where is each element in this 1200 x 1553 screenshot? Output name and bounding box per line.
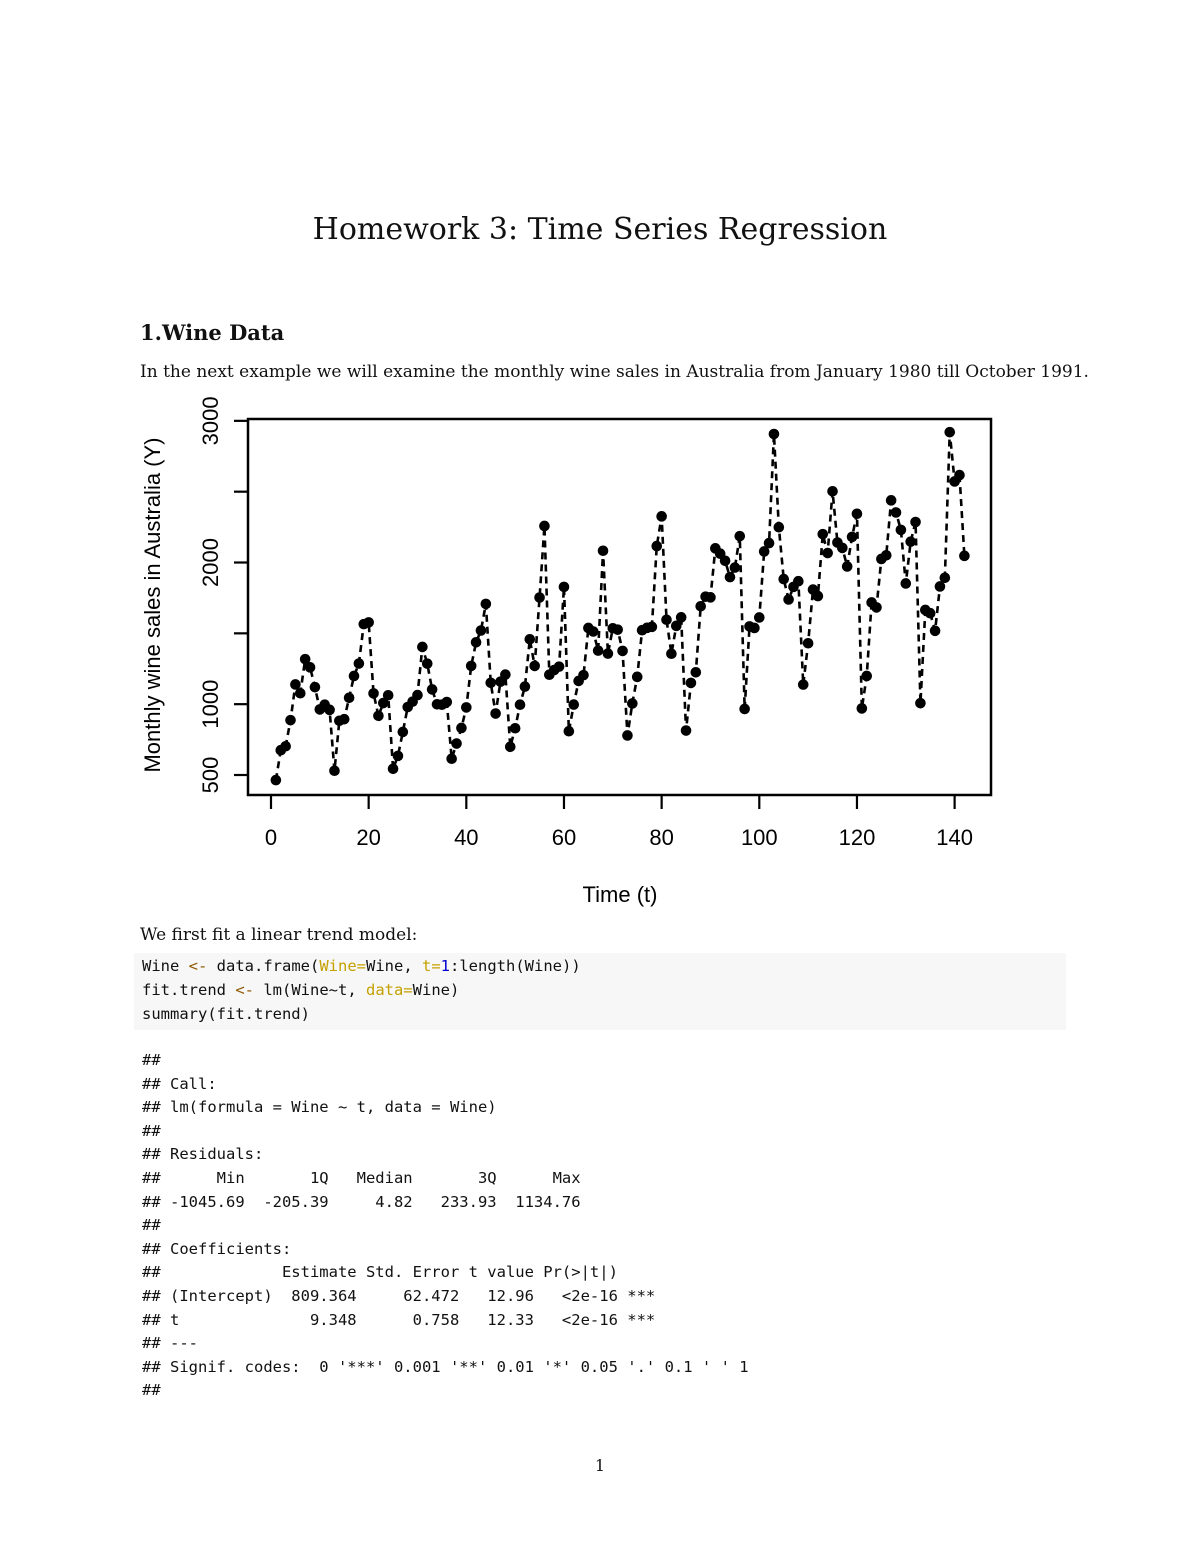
data-point: [568, 699, 579, 710]
data-point: [940, 573, 951, 584]
data-point: [647, 622, 658, 633]
code-line-1: Wine <- data.frame(Wine=Wine, t=1:length(Wine)): [142, 957, 581, 975]
data-point: [881, 550, 892, 561]
data-point: [798, 679, 809, 690]
data-point: [905, 536, 916, 547]
data-point: [559, 582, 570, 593]
data-point: [466, 661, 477, 672]
data-point: [422, 658, 433, 669]
output-line: ## Min 1Q Median 3Q Max: [142, 1168, 581, 1187]
section-title: Wine Data: [161, 320, 285, 345]
output-line: ## t 9.348 0.758 12.33 <2e-16 ***: [142, 1310, 656, 1329]
data-point: [857, 703, 868, 714]
x-tick-label: 140: [936, 825, 973, 850]
output-line: ## ---: [142, 1334, 198, 1353]
data-point: [622, 730, 633, 741]
data-point: [398, 727, 409, 738]
data-point: [485, 677, 496, 688]
data-point: [915, 698, 926, 709]
y-tick-label: 1000: [198, 679, 223, 729]
data-point: [691, 667, 702, 678]
data-point: [656, 511, 667, 522]
data-point: [271, 775, 282, 786]
data-point: [739, 704, 750, 715]
data-point: [295, 688, 306, 699]
data-point: [886, 495, 897, 506]
intro-paragraph: In the next example we will examine the monthly wine sales in Australia from January 1980 till October 1991.: [140, 362, 1089, 382]
data-point: [720, 556, 731, 567]
data-point: [373, 710, 384, 721]
data-point: [324, 705, 335, 716]
data-point: [451, 738, 462, 749]
data-point: [598, 545, 609, 556]
data-point: [520, 681, 531, 692]
data-point: [617, 646, 628, 657]
x-tick-label: 0: [264, 825, 278, 850]
data-point: [388, 763, 399, 774]
data-point: [632, 672, 643, 683]
data-point: [339, 714, 350, 725]
series-points: [271, 427, 970, 786]
data-point: [305, 662, 316, 673]
data-point: [730, 562, 741, 573]
data-point: [891, 507, 902, 518]
data-point: [383, 690, 394, 701]
output-line: ##: [142, 1216, 161, 1235]
code-block: [134, 953, 1066, 1030]
data-point: [441, 697, 452, 708]
x-tick-label: 40: [454, 825, 479, 850]
data-point: [310, 682, 321, 693]
data-point: [578, 670, 589, 681]
data-point: [822, 548, 833, 559]
data-point: [842, 561, 853, 572]
data-point: [900, 578, 911, 589]
data-point: [344, 692, 355, 703]
data-point: [954, 470, 965, 481]
page-title: Homework 3: Time Series Regression: [312, 212, 888, 247]
x-tick-label: 120: [838, 825, 876, 850]
data-point: [803, 638, 814, 649]
data-point: [515, 699, 526, 710]
data-point: [666, 648, 677, 659]
data-point: [827, 486, 838, 497]
data-point: [461, 702, 472, 713]
code-line-2: fit.trend <- lm(Wine~t, data=Wine): [142, 981, 460, 999]
output-line: ##: [142, 1051, 161, 1069]
wine-sales-chart: [130, 390, 1010, 915]
data-point: [861, 671, 872, 682]
data-point: [500, 669, 511, 680]
data-point: [612, 624, 623, 635]
data-point: [368, 688, 379, 699]
data-point: [695, 601, 706, 612]
data-point: [925, 608, 936, 619]
output-line: ## (Intercept) 809.364 62.472 12.96 <2e-16 ***: [142, 1286, 656, 1305]
data-point: [676, 612, 687, 623]
section-number: 1.: [140, 320, 162, 345]
data-point: [349, 671, 360, 682]
data-point: [749, 623, 760, 634]
x-axis: [265, 795, 973, 850]
data-point: [896, 525, 907, 536]
output-line: ## Residuals:: [142, 1145, 264, 1164]
output-line: ## Call:: [142, 1074, 217, 1093]
code-line-3: summary(fit.trend): [142, 1005, 310, 1023]
data-point: [446, 753, 457, 764]
data-point: [852, 508, 863, 519]
page-number: 1: [594, 1456, 606, 1475]
data-point: [285, 715, 296, 726]
data-point: [754, 612, 765, 623]
series-line: [276, 432, 965, 780]
data-point: [280, 741, 291, 752]
x-tick-label: 20: [356, 825, 381, 850]
data-point: [910, 517, 921, 528]
paragraph-linear-trend: We first fit a linear trend model:: [140, 925, 418, 945]
data-point: [681, 725, 692, 736]
x-tick-label: 80: [649, 825, 674, 850]
data-point: [734, 531, 745, 542]
x-axis-label: Time (t): [582, 882, 658, 907]
data-point: [774, 522, 785, 533]
data-point: [593, 645, 604, 656]
y-tick-label: 2000: [198, 538, 223, 587]
data-point: [417, 642, 428, 653]
data-point: [847, 532, 858, 543]
y-tick-label: 500: [198, 756, 223, 794]
data-point: [651, 541, 662, 552]
data-point: [959, 551, 970, 562]
data-point: [354, 658, 365, 669]
data-point: [627, 698, 638, 709]
data-point: [471, 637, 482, 648]
data-point: [661, 614, 672, 625]
x-tick-label: 100: [740, 825, 778, 850]
data-point: [564, 726, 575, 737]
data-point: [588, 626, 599, 637]
data-point: [944, 427, 955, 438]
data-point: [705, 592, 716, 603]
data-point: [837, 543, 848, 554]
y-axis-label: Monthly wine sales in Australia (Y): [140, 437, 165, 773]
output-line: ##: [142, 1381, 161, 1400]
data-point: [510, 723, 521, 734]
data-point: [778, 574, 789, 585]
output-line: ## Coefficients:: [142, 1239, 292, 1258]
output-line: ## lm(formula = Wine ~ t, data = Wine): [142, 1098, 497, 1117]
output-line: ## -1045.69 -205.39 4.82 233.93 1134.76: [142, 1192, 581, 1211]
data-point: [529, 661, 540, 672]
data-point: [783, 594, 794, 605]
data-point: [393, 751, 404, 762]
data-point: [412, 690, 423, 701]
data-point: [534, 592, 545, 603]
data-point: [524, 634, 535, 645]
data-point: [686, 678, 697, 689]
data-point: [930, 625, 941, 636]
data-point: [769, 429, 780, 440]
series-polyline: [276, 432, 965, 780]
r-output: [142, 1049, 749, 1403]
output-line: ## Estimate Std. Error t value Pr(>|t|): [142, 1263, 618, 1282]
y-axis: [198, 396, 248, 793]
data-point: [505, 742, 516, 753]
x-tick-label: 60: [551, 825, 577, 850]
output-line: ##: [142, 1121, 161, 1140]
data-point: [456, 723, 467, 734]
data-point: [793, 576, 804, 587]
data-point: [539, 521, 550, 532]
data-point: [427, 684, 438, 695]
data-point: [490, 708, 501, 719]
data-point: [329, 765, 340, 776]
section-heading: [140, 320, 284, 345]
data-point: [476, 625, 487, 636]
output-line: ## Signif. codes: 0 '***' 0.001 '**' 0.01 '*' 0.05 '.' 0.1 ' ' 1: [142, 1357, 749, 1376]
data-point: [481, 599, 492, 610]
data-point: [764, 538, 775, 549]
data-point: [813, 591, 824, 602]
data-point: [603, 648, 614, 659]
data-point: [363, 617, 374, 628]
data-point: [725, 572, 736, 583]
data-point: [871, 602, 882, 613]
data-point: [554, 661, 565, 672]
data-point: [817, 529, 828, 540]
y-tick-label: 3000: [198, 396, 223, 446]
